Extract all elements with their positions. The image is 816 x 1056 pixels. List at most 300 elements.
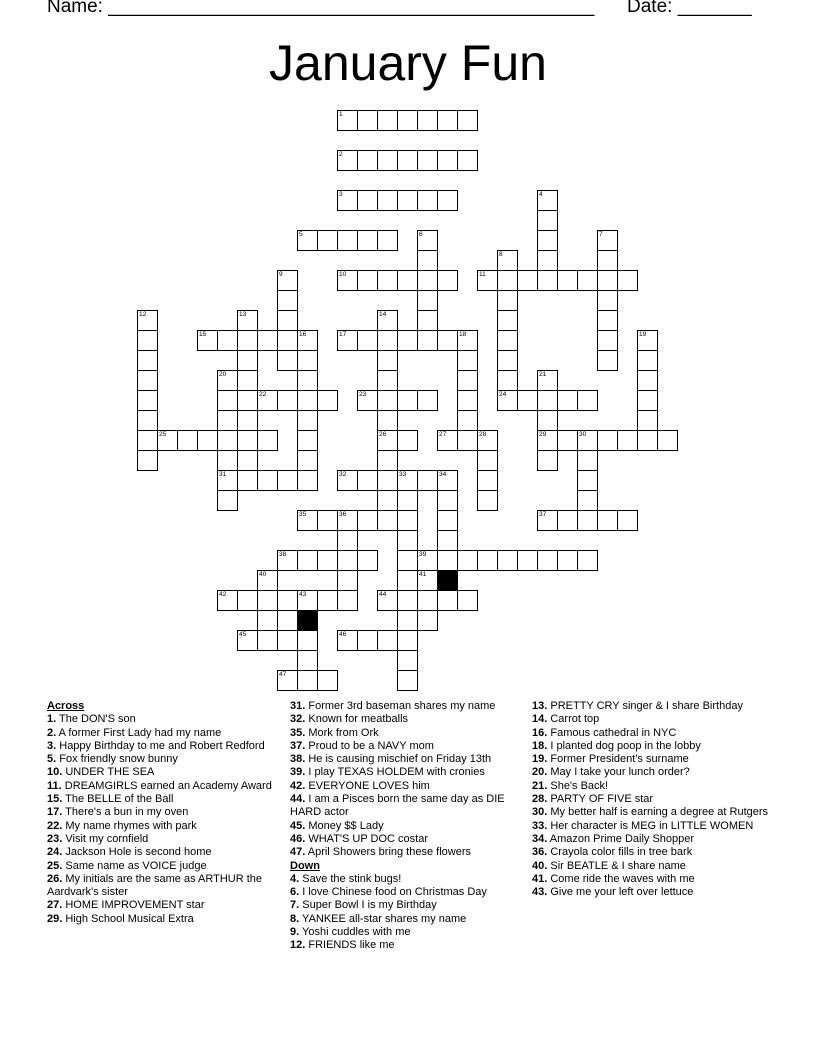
grid-cell[interactable]	[257, 390, 278, 411]
grid-cell[interactable]	[297, 350, 318, 371]
grid-cell[interactable]	[637, 390, 658, 411]
clue-item-text: Amazon Prime Daily Shopper	[549, 832, 695, 845]
grid-cell[interactable]	[277, 590, 298, 611]
clue-number: 4	[539, 191, 543, 198]
grid-cell[interactable]	[417, 570, 438, 591]
clue-item	[47, 913, 277, 926]
grid-cell[interactable]	[437, 190, 458, 211]
grid-cell[interactable]	[557, 270, 578, 291]
grid-cell[interactable]	[357, 630, 378, 651]
clue-number: 37	[539, 511, 547, 518]
grid-cell[interactable]	[217, 390, 238, 411]
grid-cell[interactable]	[257, 570, 278, 591]
clue-item-number: 22.	[47, 819, 63, 832]
grid-cell[interactable]	[417, 390, 438, 411]
grid-cell[interactable]	[217, 490, 238, 511]
clue-item-text: DREAMGIRLS earned an Academy Award	[64, 779, 272, 792]
grid-cell[interactable]	[397, 670, 418, 691]
clue-number: 13	[239, 311, 247, 318]
grid-cell[interactable]	[377, 270, 398, 291]
grid-cell[interactable]	[397, 490, 418, 511]
grid-cell[interactable]	[237, 330, 258, 351]
grid-cell[interactable]	[337, 150, 358, 171]
grid-cell[interactable]	[277, 550, 298, 571]
grid-cell[interactable]	[297, 230, 318, 251]
clue-number: 25	[159, 431, 167, 438]
grid-cell[interactable]	[497, 390, 518, 411]
grid-cell[interactable]	[377, 330, 398, 351]
grid-cell[interactable]	[337, 270, 358, 291]
grid-cell[interactable]	[397, 330, 418, 351]
grid-cell[interactable]	[297, 650, 318, 671]
clue-item	[532, 860, 772, 873]
grid-cell[interactable]	[537, 450, 558, 471]
grid-cell[interactable]	[537, 270, 558, 291]
clue-item-text: My better half is earning a degree at Rutgers	[550, 806, 769, 819]
grid-cell[interactable]	[397, 630, 418, 651]
clue-item-number: 40.	[532, 859, 548, 872]
grid-cell[interactable]	[357, 230, 378, 251]
grid-cell[interactable]	[577, 450, 598, 471]
grid-cell[interactable]	[377, 190, 398, 211]
grid-cell[interactable]	[517, 390, 538, 411]
grid-cell[interactable]	[137, 430, 158, 451]
grid-cell[interactable]	[377, 430, 398, 451]
clue-item-number: 7.	[290, 899, 300, 912]
grid-cell[interactable]	[337, 590, 358, 611]
grid-cell[interactable]	[237, 630, 258, 651]
grid-cell[interactable]	[357, 470, 378, 491]
grid-cell[interactable]	[277, 670, 298, 691]
grid-cell[interactable]	[377, 590, 398, 611]
grid-cell[interactable]	[577, 550, 598, 571]
grid-cell[interactable]	[417, 470, 438, 491]
grid-cell[interactable]	[597, 270, 618, 291]
grid-cell[interactable]	[137, 450, 158, 471]
clue-number: 47	[279, 671, 287, 678]
grid-cell[interactable]	[137, 410, 158, 431]
grid-cell[interactable]	[377, 350, 398, 371]
grid-cell[interactable]	[657, 430, 678, 451]
grid-cell[interactable]	[477, 470, 498, 491]
grid-cell[interactable]	[217, 430, 238, 451]
grid-cell[interactable]	[337, 550, 358, 571]
grid-cell[interactable]	[177, 430, 198, 451]
grid-cell[interactable]	[237, 450, 258, 471]
grid-cell[interactable]	[257, 430, 278, 451]
grid-cell[interactable]	[477, 430, 498, 451]
clue-item	[532, 700, 772, 713]
clue-item-number: 15.	[47, 793, 63, 806]
grid-cell[interactable]	[297, 670, 318, 691]
grid-cell[interactable]	[237, 430, 258, 451]
clue-item	[47, 899, 277, 912]
grid-cell[interactable]	[437, 150, 458, 171]
clue-item	[532, 753, 772, 766]
grid-cell[interactable]	[577, 470, 598, 491]
grid-cell[interactable]	[357, 330, 378, 351]
grid-cell[interactable]	[237, 590, 258, 611]
grid-cell[interactable]	[557, 550, 578, 571]
grid-cell[interactable]	[577, 390, 598, 411]
grid-cell[interactable]	[377, 630, 398, 651]
grid-cell[interactable]	[417, 230, 438, 251]
grid-cell[interactable]	[237, 470, 258, 491]
grid-cell[interactable]	[537, 190, 558, 211]
grid-cell[interactable]	[397, 430, 418, 451]
grid-cell[interactable]	[477, 550, 498, 571]
grid-cell[interactable]	[317, 670, 338, 691]
grid-cell[interactable]	[297, 510, 318, 531]
grid-cell[interactable]	[537, 390, 558, 411]
grid-cell[interactable]	[437, 110, 458, 131]
grid-cell[interactable]	[297, 370, 318, 391]
clue-item	[290, 727, 522, 740]
grid-cell[interactable]	[417, 610, 438, 631]
grid-cell[interactable]	[277, 390, 298, 411]
clue-number: 34	[439, 471, 447, 478]
grid-cell[interactable]	[537, 210, 558, 231]
grid-cell[interactable]	[537, 550, 558, 571]
grid-cell[interactable]	[537, 370, 558, 391]
grid-cell[interactable]	[257, 470, 278, 491]
grid-cell[interactable]	[457, 590, 478, 611]
grid-cell[interactable]	[337, 470, 358, 491]
grid-cell[interactable]	[457, 150, 478, 171]
grid-cell[interactable]	[597, 350, 618, 371]
grid-cell[interactable]	[337, 630, 358, 651]
grid-cell[interactable]	[317, 390, 338, 411]
clue-item-text: The BELLE of the Ball	[65, 793, 174, 806]
clue-item-text: Same name as VOICE judge	[65, 859, 207, 872]
grid-cell[interactable]	[237, 370, 258, 391]
clue-item-text: Former 3rd baseman shares my name	[308, 700, 496, 712]
grid-cell[interactable]	[157, 430, 178, 451]
grid-cell[interactable]	[357, 390, 378, 411]
grid-cell[interactable]	[357, 110, 378, 131]
grid-cell[interactable]	[637, 350, 658, 371]
grid-cell[interactable]	[397, 610, 418, 631]
clue-item-number: 35.	[290, 726, 306, 739]
grid-cell[interactable]	[497, 310, 518, 331]
clue-number: 31	[219, 471, 227, 478]
clue-item	[290, 740, 522, 753]
grid-cell[interactable]	[337, 330, 358, 351]
grid-cell[interactable]	[457, 410, 478, 431]
name-line[interactable]: Name: ______________________________________________	[47, 0, 595, 17]
grid-cell[interactable]	[397, 550, 418, 571]
grid-cell[interactable]	[417, 110, 438, 131]
grid-cell[interactable]	[617, 270, 638, 291]
clue-item	[47, 860, 277, 873]
grid-cell[interactable]	[397, 150, 418, 171]
clue-item-number: 28.	[532, 793, 548, 806]
grid-cell[interactable]	[277, 310, 298, 331]
grid-cell[interactable]	[497, 250, 518, 271]
clue-item-number: 45.	[290, 819, 306, 832]
grid-cell[interactable]	[377, 110, 398, 131]
grid-cell[interactable]	[457, 110, 478, 131]
grid-cell[interactable]	[377, 150, 398, 171]
grid-cell[interactable]	[437, 270, 458, 291]
grid-cell[interactable]	[137, 330, 158, 351]
grid-cell[interactable]	[377, 410, 398, 431]
clue-item-text: Jackson Hole is second home	[65, 846, 212, 859]
grid-cell[interactable]	[437, 550, 458, 571]
clue-item-text: Visit my cornfield	[65, 832, 149, 845]
clue-item-number: 38.	[290, 753, 306, 766]
grid-cell[interactable]	[577, 510, 598, 531]
grid-cell[interactable]	[517, 270, 538, 291]
grid-cell[interactable]	[217, 450, 238, 471]
grid-cell[interactable]	[417, 590, 438, 611]
grid-cell[interactable]	[377, 490, 398, 511]
grid-cell[interactable]	[377, 230, 398, 251]
grid-cell[interactable]	[497, 330, 518, 351]
grid-cell[interactable]	[277, 290, 298, 311]
clue-item-text: Save the stink bugs!	[302, 872, 402, 885]
grid-cell[interactable]	[417, 330, 438, 351]
grid-cell[interactable]	[537, 230, 558, 251]
clue-item-text: Give me your left over lettuce	[550, 886, 694, 899]
grid-cell[interactable]	[277, 630, 298, 651]
grid-cell[interactable]	[597, 330, 618, 351]
clue-number: 12	[139, 311, 147, 318]
grid-cell[interactable]	[557, 390, 578, 411]
grid-cell[interactable]	[417, 310, 438, 331]
clue-number: 42	[219, 591, 227, 598]
grid-cell[interactable]	[317, 550, 338, 571]
grid-cell[interactable]	[237, 310, 258, 331]
grid-cell[interactable]	[397, 570, 418, 591]
grid-cell[interactable]	[637, 430, 658, 451]
grid-cell[interactable]	[317, 590, 338, 611]
grid-cell[interactable]	[457, 330, 478, 351]
grid-cell[interactable]	[297, 470, 318, 491]
grid-cell[interactable]	[497, 370, 518, 391]
clue-item	[290, 873, 522, 886]
grid-cell[interactable]	[277, 350, 298, 371]
grid-cell[interactable]	[497, 270, 518, 291]
clue-number: 3	[339, 191, 343, 198]
grid-cell[interactable]	[537, 510, 558, 531]
grid-cell[interactable]	[357, 190, 378, 211]
clue-item	[290, 899, 522, 912]
grid-cell[interactable]	[377, 370, 398, 391]
grid-cell[interactable]	[297, 550, 318, 571]
grid-cell[interactable]	[137, 350, 158, 371]
clue-item-text: Mork from Ork	[308, 726, 379, 739]
clue-number: 7	[599, 231, 603, 238]
grid-cell[interactable]	[497, 350, 518, 371]
grid-cell[interactable]	[357, 150, 378, 171]
grid-cell[interactable]	[297, 410, 318, 431]
clue-item	[47, 780, 277, 793]
grid-cell[interactable]	[377, 470, 398, 491]
grid-cell[interactable]	[217, 330, 238, 351]
grid-cell[interactable]	[397, 270, 418, 291]
grid-cell[interactable]	[357, 270, 378, 291]
grid-cell[interactable]	[277, 330, 298, 351]
grid-cell[interactable]	[377, 510, 398, 531]
grid-cell[interactable]	[397, 530, 418, 551]
grid-cell[interactable]	[637, 410, 658, 431]
grid-cell[interactable]	[577, 270, 598, 291]
clue-item-text: I planted dog poop in the lobby	[550, 739, 701, 752]
grid-cell[interactable]	[537, 410, 558, 431]
grid-cell[interactable]	[597, 250, 618, 271]
grid-cell[interactable]	[397, 650, 418, 671]
grid-cell[interactable]	[457, 430, 478, 451]
grid-cell[interactable]	[337, 510, 358, 531]
grid-cell[interactable]	[477, 490, 498, 511]
grid-cell[interactable]	[397, 590, 418, 611]
grid-cell[interactable]	[557, 510, 578, 531]
grid-cell[interactable]	[397, 470, 418, 491]
grid-cell[interactable]	[417, 270, 438, 291]
clue-number: 1	[339, 111, 343, 118]
grid-cell[interactable]	[437, 490, 458, 511]
clue-item-text: Former President's surname	[550, 753, 689, 766]
grid-cell[interactable]	[417, 150, 438, 171]
clue-number: 15	[199, 331, 207, 338]
grid-cell[interactable]	[477, 270, 498, 291]
grid-cell[interactable]	[437, 470, 458, 491]
clue-number: 17	[339, 331, 347, 338]
clue-number: 24	[499, 391, 507, 398]
grid-cell[interactable]	[217, 370, 238, 391]
grid-cell[interactable]	[137, 390, 158, 411]
grid-cell[interactable]	[297, 450, 318, 471]
clue-number: 16	[299, 331, 307, 338]
date-line[interactable]: Date: _______	[627, 0, 752, 17]
grid-cell[interactable]	[577, 430, 598, 451]
grid-cell[interactable]	[417, 290, 438, 311]
grid-cell[interactable]	[217, 410, 238, 431]
grid-cell[interactable]	[217, 590, 238, 611]
grid-cell[interactable]	[537, 430, 558, 451]
clue-item-text: I play TEXAS HOLDEM with cronies	[308, 766, 485, 779]
grid-cell[interactable]	[317, 230, 338, 251]
grid-cell[interactable]	[277, 470, 298, 491]
grid-cell[interactable]	[257, 330, 278, 351]
grid-cell[interactable]	[457, 370, 478, 391]
grid-cell[interactable]	[597, 230, 618, 251]
grid-cell[interactable]	[437, 530, 458, 551]
grid-cell[interactable]	[617, 430, 638, 451]
grid-cell[interactable]	[417, 190, 438, 211]
grid-cell[interactable]	[617, 510, 638, 531]
clue-item-number: 10.	[47, 766, 63, 779]
grid-cell[interactable]	[197, 430, 218, 451]
grid-cell[interactable]	[237, 410, 258, 431]
grid-cell[interactable]	[597, 510, 618, 531]
grid-cell[interactable]	[437, 330, 458, 351]
grid-cell[interactable]	[337, 570, 358, 591]
grid-cell[interactable]	[257, 610, 278, 631]
grid-cell[interactable]	[297, 630, 318, 651]
clue-item-text: Proud to be a NAVY mom	[308, 739, 434, 752]
grid-cell[interactable]	[357, 550, 378, 571]
grid-cell[interactable]	[337, 530, 358, 551]
grid-cell[interactable]	[417, 550, 438, 571]
grid-cell[interactable]	[437, 590, 458, 611]
grid-cell[interactable]	[337, 110, 358, 131]
clue-item-text: Happy Birthday to me and Robert Redford	[59, 739, 265, 752]
grid-cell[interactable]	[497, 550, 518, 571]
grid-cell[interactable]	[417, 250, 438, 271]
clue-item	[532, 727, 772, 740]
grid-cell[interactable]	[457, 350, 478, 371]
clue-item-number: 11.	[47, 779, 62, 792]
grid-cell[interactable]	[397, 390, 418, 411]
grid-cell[interactable]	[337, 230, 358, 251]
clue-item-text: Known for meatballs	[308, 713, 409, 726]
grid-cell[interactable]	[637, 330, 658, 351]
grid-cell[interactable]	[457, 390, 478, 411]
grid-cell[interactable]	[537, 250, 558, 271]
grid-cell[interactable]	[297, 390, 318, 411]
grid-cell[interactable]	[377, 390, 398, 411]
grid-cell[interactable]	[217, 470, 238, 491]
grid-cell[interactable]	[637, 370, 658, 391]
clue-item-text: UNDER THE SEA	[65, 766, 155, 779]
grid-cell[interactable]	[277, 270, 298, 291]
grid-cell[interactable]	[437, 510, 458, 531]
grid-cell[interactable]	[317, 510, 338, 531]
grid-cell[interactable]	[377, 450, 398, 471]
grid-cell[interactable]	[197, 330, 218, 351]
grid-cell[interactable]	[597, 310, 618, 331]
clue-item-number: 24.	[47, 846, 63, 859]
grid-cell[interactable]	[597, 290, 618, 311]
grid-cell[interactable]	[337, 190, 358, 211]
grid-cell[interactable]	[137, 370, 158, 391]
clue-item	[47, 766, 277, 779]
grid-cell[interactable]	[557, 430, 578, 451]
grid-cell[interactable]	[437, 430, 458, 451]
grid-cell[interactable]	[297, 430, 318, 451]
grid-cell[interactable]	[357, 510, 378, 531]
grid-cell[interactable]	[497, 290, 518, 311]
clue-item	[532, 780, 772, 793]
grid-cell[interactable]	[237, 350, 258, 371]
grid-cell[interactable]	[237, 390, 258, 411]
grid-cell[interactable]	[597, 430, 618, 451]
clue-item-number: 16.	[532, 726, 548, 739]
grid-cell[interactable]	[457, 550, 478, 571]
grid-cell[interactable]	[297, 330, 318, 351]
clue-number: 27	[439, 431, 447, 438]
clue-item	[532, 713, 772, 726]
grid-cell[interactable]	[397, 510, 418, 531]
grid-cell[interactable]	[297, 590, 318, 611]
grid-cell[interactable]	[397, 110, 418, 131]
clue-item-number: 9.	[290, 926, 300, 939]
clue-item-number: 21.	[532, 779, 548, 792]
clue-item-text: HOME IMPROVEMENT star	[65, 899, 205, 912]
grid-cell[interactable]	[377, 310, 398, 331]
grid-cell[interactable]	[257, 590, 278, 611]
grid-cell[interactable]	[257, 630, 278, 651]
grid-cell[interactable]	[517, 550, 538, 571]
clue-item	[290, 886, 522, 899]
grid-cell[interactable]	[577, 490, 598, 511]
clue-item-number: 29.	[47, 912, 63, 925]
grid-cell[interactable]	[137, 310, 158, 331]
grid-cell[interactable]	[477, 450, 498, 471]
grid-cell[interactable]	[397, 190, 418, 211]
